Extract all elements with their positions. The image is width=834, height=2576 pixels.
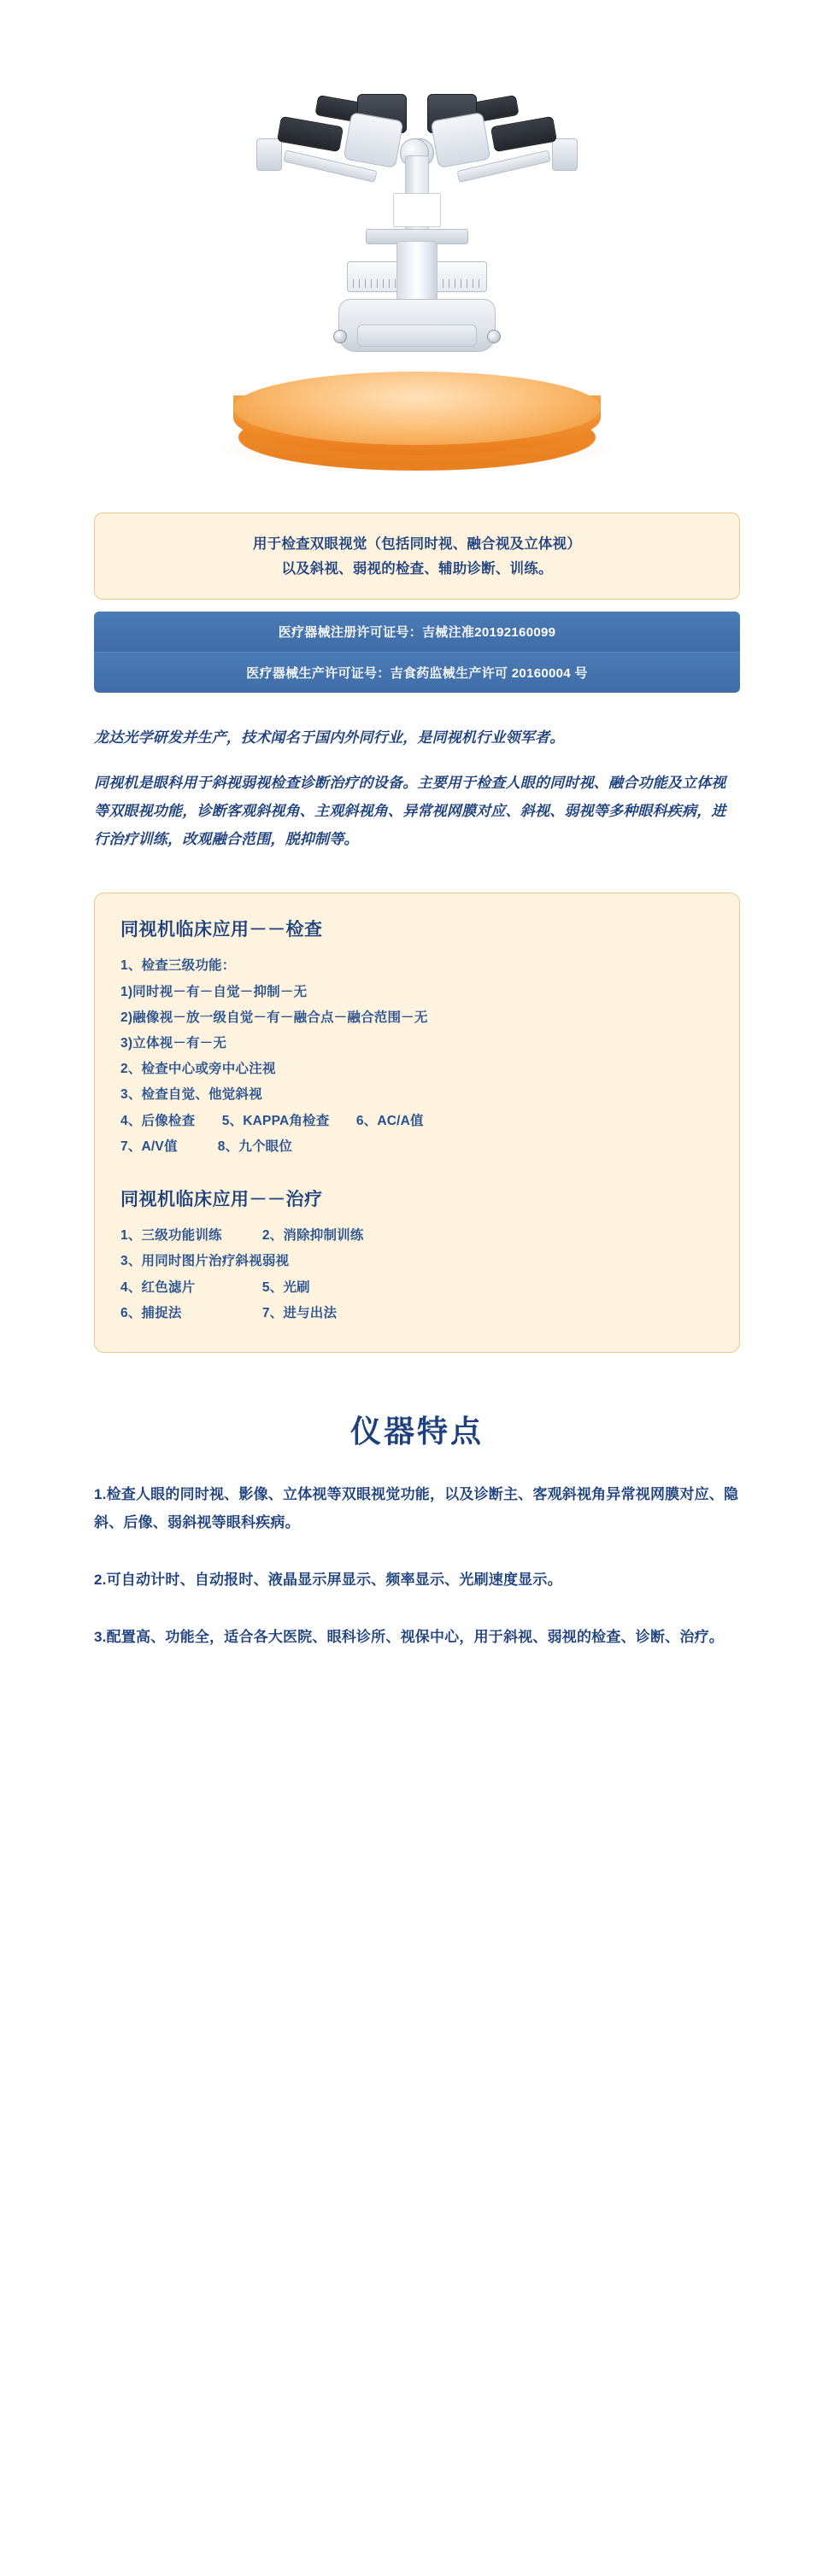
features-heading: 仪器特点: [349, 1413, 484, 1449]
features-section: [94, 1480, 740, 1652]
device-optical-tube-right: [490, 116, 557, 152]
feature-item: 2.可自动计时、自动报时、液晶显示屏显示、频率显示、光刷速度显示。: [94, 1572, 562, 1589]
feature-item: 3.配置高、功能全，适合各大医院、眼科诊所、视保中心，用于斜视、弱视的检查、诊断、治疗。: [94, 1629, 724, 1646]
device-knob-right: [487, 330, 501, 343]
clinical-exam-line: 4、后像检查 5、KAPPA角检查 6、AC/A值: [120, 1113, 424, 1128]
device-eyepiece-housing-left: [344, 112, 404, 168]
device-base-front-panel: [357, 325, 477, 347]
license-registration-bar: 医疗器械注册许可证号：吉械注准20192160099: [94, 612, 740, 652]
usage-line-2: 以及斜视、弱视的检查、辅助诊断、训练。: [281, 560, 553, 577]
license-block: [94, 612, 740, 693]
device-slide-card: [393, 193, 441, 227]
bottom-spacer: [0, 1652, 834, 1746]
feature-item: 1.检查人眼的同时视、影像、立体视等双眼视觉功能，以及诊断主、客观斜视角异常视网膜对应、隐斜、后像、弱斜视等眼科疾病。: [94, 1485, 739, 1531]
clinical-exam-line: 2)融像视－放一级自觉－有－融合点－融合范围－无: [120, 1010, 428, 1025]
clinical-treatment-line: 6、捕捉法 7、进与出法: [120, 1305, 338, 1320]
clinical-treatment-line: 4、红色滤片 5、光刷: [120, 1279, 310, 1295]
clinical-exam-line: 1)同时视－有－自觉－抑制－无: [120, 984, 308, 999]
synoptophore-device-illustration: [238, 43, 596, 401]
hero-section: [0, 0, 834, 478]
intro-section: [94, 723, 740, 854]
clinical-exam-line: 3)立体视－有－无: [120, 1035, 227, 1051]
device-optical-tube-left: [277, 116, 344, 152]
clinical-exam-title: 同视机临床应用－－检查: [120, 920, 323, 940]
clinical-treatment-line: 3、用同时图片治疗斜视弱视: [120, 1254, 290, 1269]
clinical-exam-line: 7、A/V值 8、九个眼位: [120, 1139, 293, 1154]
clinical-exam-line: 2、检查中心或旁中心注视: [120, 1062, 276, 1077]
license-production-bar: 医疗器械生产许可证号：吉食药监械生产许可 20160004 号: [94, 652, 740, 693]
device-eyepiece-housing-right: [431, 112, 491, 168]
clinical-exam-line: 1、检查三级功能：: [120, 958, 236, 974]
device-side-module-left: [256, 138, 282, 171]
usage-callout: [94, 512, 740, 600]
clinical-treatment-title: 同视机临床应用－－治疗: [120, 1190, 323, 1210]
device-stage: [0, 34, 834, 478]
clinical-exam-line: 3、检查自觉、他觉斜视: [120, 1087, 262, 1103]
device-knob-left: [333, 330, 347, 343]
intro-paragraph-2: 同视机是眼科用于斜视弱视检查诊断治疗的设备。主要用于检查人眼的同时视、融合功能及立体视等双眼视功能，诊断客观斜视角、主观斜视角、异常视网膜对应、斜视、弱视等多种眼科疾病，进行治疗训练，改观融合范围，脱抑制等。: [94, 774, 726, 848]
clinical-application-card: [94, 893, 740, 1353]
intro-paragraph-1: 龙达光学研发并生产，技术闻名于国内外同行业，是同视机行业领军者。: [94, 729, 565, 746]
device-side-module-right: [552, 138, 578, 171]
usage-line-1: 用于检查双眼视觉（包括同时视、融合视及立体视）: [252, 536, 582, 552]
clinical-treatment-line: 1、三级功能训练 2、消除抑制训练: [120, 1228, 364, 1244]
